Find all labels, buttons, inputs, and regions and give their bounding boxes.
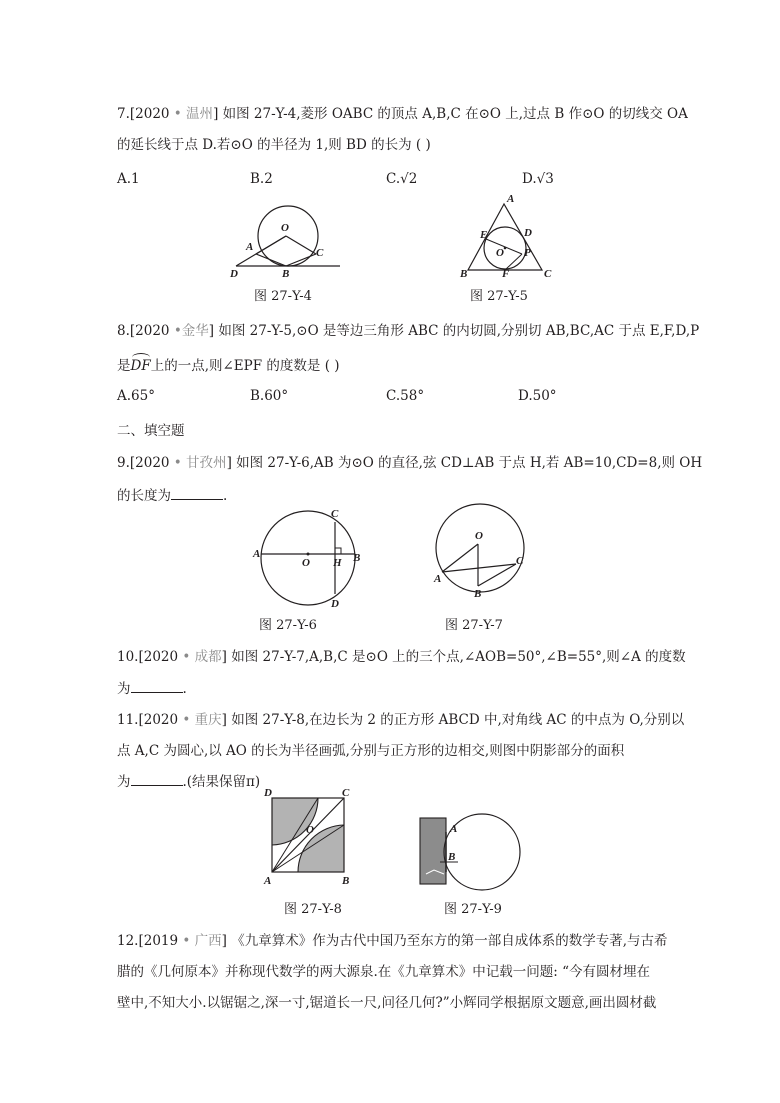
- q8-number: 8.: [117, 323, 130, 339]
- f7-label-c: C: [516, 555, 524, 567]
- q7-text-line2: 的延长线于点 D.若⊙O 的半径为 1,则 BD 的长为 ( ): [117, 137, 431, 153]
- f4-label-c: C: [316, 247, 324, 259]
- q7-option-b: B.2: [250, 171, 273, 187]
- q8-text-line1: 如图 27-Y-5,⊙O 是等边三角形 ABC 的内切圆,分别切 AB,BC,AC 于点 E,F,D,P: [214, 323, 700, 339]
- f7-label-a: A: [434, 573, 442, 585]
- q8-option-c: C.58°: [386, 388, 425, 404]
- q7-option-d: D.√3: [522, 171, 554, 187]
- q11-line1: 11.[2020 • 重庆] 如图 27-Y-8,在边长为 2 的正方形 ABCD 中,对角线 AC 的中点为 O,分别以: [117, 712, 685, 728]
- q12-number: 12.: [117, 933, 139, 949]
- q11-number: 11.: [117, 712, 139, 728]
- q8-option-a: A.65°: [117, 388, 155, 404]
- q9-number: 9.: [117, 455, 130, 471]
- figure-27-y-6: [250, 506, 366, 610]
- f4-label-a: A: [246, 241, 254, 253]
- f4-label-b: B: [282, 268, 290, 280]
- q8-option-d: D.50°: [518, 388, 557, 404]
- q9-text-line1: 如图 27-Y-6,AB 为⊙O 的直径,弦 CD⊥AB 于点 H,若 AB=10,CD=8,则 OH: [231, 455, 703, 471]
- q7-number: 7.: [117, 106, 130, 122]
- f8-label-d: D: [264, 787, 272, 799]
- f6-label-c: C: [331, 508, 339, 520]
- f5-label-c: C: [544, 268, 552, 280]
- f5-label-b: B: [460, 268, 468, 280]
- f6-label-a: A: [253, 548, 261, 560]
- figure-27-y-7: [430, 506, 546, 610]
- figure-27-y-4: [228, 200, 358, 280]
- q10-text-line1: 如图 27-Y-7,A,B,C 是⊙O 上的三个点,∠AOB=50°,∠B=55°,则∠A 的度数: [226, 649, 686, 665]
- q12-source-tag: • 广西: [178, 933, 222, 949]
- f9-label-b: B: [448, 851, 456, 863]
- caption-27-y-6: 图 27-Y-6: [259, 618, 317, 633]
- q12-text-line1: 《九章算术》作为古代中国乃至东方的第一部自成体系的数学专著,与古希: [226, 933, 668, 949]
- q12-text-line3: 壁中,不知大小.以锯锯之,深一寸,锯道长一尺,问径几何?”小辉同学根据原文题意,画出圆材截: [117, 995, 657, 1011]
- f6-label-h: H: [333, 557, 342, 569]
- q8-option-b: B.60°: [250, 388, 289, 404]
- caption-27-y-7: 图 27-Y-7: [445, 618, 503, 633]
- q7-option-a: A.1: [117, 171, 140, 187]
- q10-number: 10.: [117, 649, 139, 665]
- q7-text-line1: 如图 27-Y-4,菱形 OABC 的顶点 A,B,C 在⊙O 上,过点 B 作⊙O 的切线交 OA: [218, 106, 688, 122]
- f6-label-d: D: [331, 598, 339, 610]
- q7-option-c: C.√2: [386, 171, 418, 187]
- f5-label-e: E: [480, 229, 488, 241]
- q11-text-line1: 如图 27-Y-8,在边长为 2 的正方形 ABCD 中,对角线 AC 的中点为 O,分别以: [226, 712, 685, 728]
- q10-line1: 10.[2020 • 成都] 如图 27-Y-7,A,B,C 是⊙O 上的三个点,∠AOB=50°,∠B=55°,则∠A 的度数: [117, 649, 686, 665]
- caption-27-y-9: 图 27-Y-9: [444, 902, 502, 917]
- q8-line1: 8.[2020 •金华] 如图 27-Y-5,⊙O 是等边三角形 ABC 的内切圆,分别切 AB,BC,AC 于点 E,F,D,P: [117, 323, 700, 339]
- q9-line2: 的长度为 .: [117, 488, 228, 504]
- q9-line1: 9.[2020 • 甘孜州] 如图 27-Y-6,AB 为⊙O 的直径,弦 CD⊥AB 于点 H,若 AB=10,CD=8,则 OH: [117, 455, 703, 471]
- figure-27-y-5: [458, 193, 558, 280]
- f7-label-b: B: [474, 588, 482, 600]
- figure-27-y-9: [414, 810, 524, 890]
- caption-27-y-5: 图 27-Y-5: [470, 289, 528, 304]
- f5-label-a: A: [507, 193, 515, 205]
- f5-label-d: D: [524, 227, 532, 239]
- q9-source-tag: • 甘孜州: [169, 455, 227, 471]
- f9-label-a: A: [450, 823, 458, 835]
- f6-label-b: B: [353, 552, 361, 564]
- q11-text-line2: 点 A,C 为圆心,以 AO 的长为半径画弧,分别与正方形的边相交,则图中阴影部分的面积: [117, 743, 625, 759]
- q10-line2: 为 .: [117, 681, 187, 697]
- f6-label-o: O: [302, 557, 310, 569]
- f7-label-o: O: [475, 530, 483, 542]
- q9-answer-blank: [171, 487, 223, 500]
- q10-answer-blank: [131, 680, 183, 693]
- q11-line3: 为 .(结果保留π): [117, 774, 261, 790]
- q12-text-line2: 腊的《几何原本》并称现代数学的两大源泉.在《九章算术》中记载一问题: “今有圆材埋在: [117, 964, 651, 980]
- section-heading: 二、填空题: [117, 423, 185, 439]
- q7-line1: 7.[2020 • 温州] 如图 27-Y-4,菱形 OABC 的顶点 A,B,C 在⊙O 上,过点 B 作⊙O 的切线交 OA: [117, 106, 688, 122]
- q11-source-tag: • 重庆: [178, 712, 222, 728]
- q10-source-tag: • 成都: [178, 649, 222, 665]
- f8-label-a: A: [264, 875, 272, 887]
- arc-df: DF: [130, 358, 151, 374]
- f5-label-o: O: [496, 247, 504, 259]
- q12-line1: 12.[2019 • 广西] 《九章算术》作为古代中国乃至东方的第一部自成体系的数学专著,与古希: [117, 933, 668, 949]
- f4-label-d: D: [230, 268, 238, 280]
- f8-label-o: O: [306, 824, 314, 836]
- q8-line2: 是DF上的一点,则∠EPF 的度数是 ( ): [117, 358, 340, 374]
- caption-27-y-8: 图 27-Y-8: [284, 902, 342, 917]
- f4-label-o: O: [281, 222, 289, 234]
- q7-source-tag: • 温州: [169, 106, 214, 122]
- q11-answer-blank: [131, 773, 183, 786]
- f5-label-f: F: [502, 268, 510, 280]
- f8-label-c: C: [342, 787, 350, 799]
- f5-label-p: P: [524, 247, 531, 259]
- q8-source-tag: •金华: [173, 323, 209, 339]
- f8-label-b: B: [342, 875, 350, 887]
- figure-27-y-8: [260, 787, 360, 890]
- caption-27-y-4: 图 27-Y-4: [254, 289, 312, 304]
